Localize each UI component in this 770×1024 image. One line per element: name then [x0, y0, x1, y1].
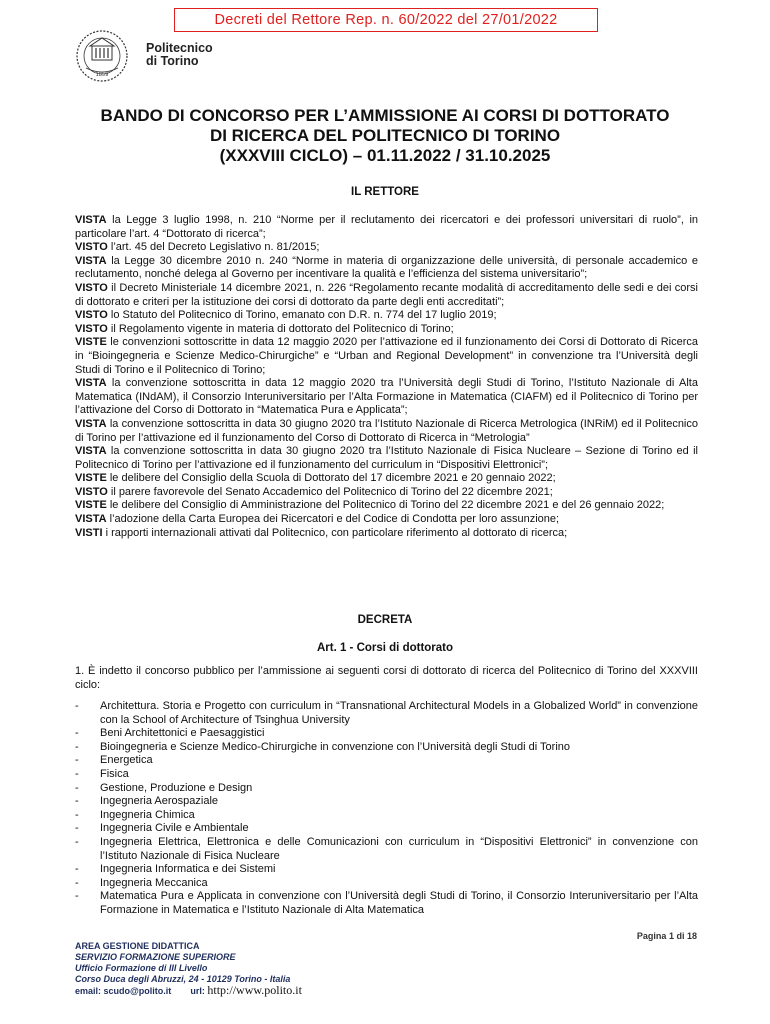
logo-line1: Politecnico	[146, 41, 213, 55]
premise-paragraph	[75, 445, 698, 472]
course-item	[75, 795, 698, 809]
politecnico-seal-icon	[72, 28, 138, 84]
course-item	[75, 809, 698, 823]
protocol-stamp: Decreti del Rettore Rep. n. 60/2022 del 27/01/2022	[174, 8, 598, 32]
premise-text: la Legge 30 dicembre 2010 n. 240 “Norme in materia di organizzazione delle università, di personale accademico e reclutamento, nonché delega al Governo per incentivare la qualità e l’efficienza del sistema universitario”;	[75, 254, 698, 281]
course-item	[75, 741, 698, 755]
politecnico-logo	[72, 28, 232, 84]
course-name: Gestione, Produzione e Design	[100, 781, 253, 794]
bullet-dash-icon: -	[75, 890, 79, 903]
premise-text: il Regolamento vigente in materia di dottorato del Politecnico di Torino;	[107, 322, 454, 335]
course-item	[75, 768, 698, 782]
premise-paragraph	[75, 418, 698, 445]
premise-paragraph	[75, 377, 698, 418]
il-rettore-heading: IL RETTORE	[351, 186, 419, 198]
bullet-dash-icon: -	[75, 740, 79, 753]
bullet-dash-icon: -	[75, 795, 79, 808]
page-current: 1	[668, 931, 674, 941]
footer-email-link[interactable]: scudo@polito.it	[103, 986, 172, 996]
decreta-heading: DECRETA	[357, 614, 413, 626]
title-line3: (XXXVIII CICLO) – 01.11.2022 / 31.10.2025	[219, 146, 551, 165]
footer-servizio: SERVIZIO FORMAZIONE SUPERIORE	[75, 952, 236, 962]
premise-keyword: VISTA	[75, 445, 107, 458]
premise-keyword: VISTO	[75, 322, 108, 335]
logo-line2: di Torino	[146, 54, 199, 68]
title-line1: BANDO DI CONCORSO PER L’AMMISSIONE AI CORSI DI DOTTORATO	[100, 106, 670, 125]
bullet-dash-icon: -	[75, 863, 79, 876]
premise-text: l’art. 45 del Decreto Legislativo n. 81/2015;	[107, 241, 320, 254]
premise-keyword: VISTE	[75, 336, 107, 349]
premise-keyword: VISTA	[75, 377, 107, 390]
bullet-dash-icon: -	[75, 727, 79, 740]
bullet-dash-icon: -	[75, 754, 79, 767]
footer-url-link[interactable]: http://www.polito.it	[207, 983, 302, 997]
footer-contacts	[75, 985, 302, 997]
premise-text: la convenzione sottoscritta in data 12 maggio 2020 tra l’Università degli Studi di Torino, l’Istituto Nazionale di Alta Matematica (INdAM), il Consorzio Interuniversitario per l’Alta Formazione in Matematica (CIAFM) ed il Politecnico di Torino per l’attivazione del Corso di Dottorato in “Matematica Pura e Applicata”;	[75, 377, 698, 417]
premise-keyword: VISTO	[75, 241, 108, 254]
premise-text: le convenzioni sottoscritte in data 12 maggio 2020 per l’attivazione ed il funzionamento dei Corsi di Dottorato di Ricerca in “Bioingegneria e Scienze Medico-Chirurgiche” e “Urban and Regional Development” in convenzione tra l’Università degli Studi di Torino e il Politecnico di Torino;	[75, 336, 698, 376]
premise-text: le delibere del Consiglio di Amministrazione del Politecnico di Torino del 22 dicembre 2021 e del 26 gennaio 2022;	[106, 499, 665, 512]
premise-keyword: VISTO	[75, 309, 108, 322]
premise-text: il parere favorevole del Senato Accademico del Politecnico di Torino del 22 dicembre 2021;	[107, 485, 553, 498]
premise-paragraph	[75, 323, 698, 337]
page-number	[637, 931, 697, 941]
course-name: Ingegneria Civile e Ambientale	[100, 822, 249, 835]
course-item	[75, 890, 698, 917]
premise-keyword: VISTA	[75, 214, 107, 226]
premise-keyword: VISTA	[75, 254, 107, 267]
course-name: Fisica	[100, 767, 129, 780]
logo-year: 1859	[95, 72, 109, 78]
course-name: Architettura. Storia e Progetto con curriculum in “Transnational Architectural Models in a Globalized World” in convenzione con la School of Architecture of Tsinghua University	[100, 700, 698, 726]
page-total: 18	[686, 931, 697, 941]
bullet-dash-icon: -	[75, 876, 79, 889]
premise-paragraph	[75, 214, 698, 241]
footer-address: Corso Duca degli Abruzzi, 24 - 10129 Torino - Italia	[75, 974, 291, 984]
page-label: Pagina	[636, 931, 667, 941]
premise-text: i rapporti internazionali attivati dal Politecnico, con particolare riferimento al dottorato di ricerca;	[102, 526, 568, 539]
premise-keyword: VISTA	[75, 513, 107, 526]
bullet-dash-icon: -	[75, 700, 79, 712]
article-1-paragraph: 1. È indetto il concorso pubblico per l’ammissione ai seguenti corsi di dottorato di ricerca del Politecnico di Torino del XXXVIII ciclo:	[75, 665, 698, 691]
course-item	[75, 700, 698, 727]
premise-paragraph	[75, 282, 698, 309]
premises-section	[75, 214, 698, 540]
premise-keyword: VISTO	[75, 281, 108, 294]
course-name: Ingegneria Chimica	[100, 808, 195, 821]
premise-paragraph	[75, 527, 698, 541]
footer-url-label: url:	[190, 986, 205, 996]
premise-paragraph	[75, 499, 698, 513]
premise-paragraph	[75, 513, 698, 527]
footer	[75, 941, 302, 997]
premise-text: il Decreto Ministeriale 14 dicembre 2021, n. 226 “Regolamento recante modalità di accreditamento delle sedi e dei corsi di dottorato e criteri per la istituzione dei corsi di dottorato da parte degli enti accreditati”;	[75, 281, 698, 308]
course-list	[75, 700, 698, 918]
course-name: Ingegneria Informatica e dei Sistemi	[100, 863, 276, 876]
bullet-dash-icon: -	[75, 767, 79, 780]
course-name: Matematica Pura e Applicata in convenzione con l’Università degli Studi di Torino, il Consorzio Interuniversitario per l’Alta Formazione in Matematica e l’Istituto Nazionale di Alta Matematica	[100, 890, 698, 916]
logo-wordmark	[146, 42, 213, 68]
premise-keyword: VISTI	[75, 526, 103, 539]
premise-keyword: VISTE	[75, 499, 107, 512]
bullet-dash-icon: -	[75, 808, 79, 821]
course-name: Energetica	[100, 754, 153, 767]
course-name: Ingegneria Elettrica, Elettronica e delle Comunicazioni con curriculum in “Dispositivi Elettronici” in convenzione con l’Istituto Nazionale di Fisica Nucleare	[100, 835, 698, 862]
premise-paragraph	[75, 255, 698, 282]
premise-paragraph	[75, 472, 698, 486]
premise-text: l’adozione della Carta Europea dei Ricercatori e del Codice di Condotta per loro assunzione;	[106, 513, 560, 526]
premise-keyword: VISTO	[75, 485, 108, 498]
premise-text: la Legge 3 luglio 1998, n. 210 “Norme per il reclutamento dei ricercatori e dei professori universitari di ruolo”, in particolare l’art. 4 “Dottorato di ricerca”;	[75, 214, 698, 240]
bullet-dash-icon: -	[75, 781, 79, 794]
premise-paragraph	[75, 336, 698, 377]
course-item	[75, 754, 698, 768]
premise-paragraph	[75, 241, 698, 255]
page-sep: di	[676, 931, 685, 941]
footer-email-label: email:	[75, 986, 102, 996]
course-name: Ingegneria Meccanica	[100, 876, 208, 889]
premise-text: la convenzione sottoscritta in data 30 giugno 2020 tra l’Istituto Nazionale di Ricerca Metrologica (INRiM) ed il Politecnico di Torino per l’attivazione ed il funzionamento del Corso di Dottorato di Ricerca in “Metrologia”	[75, 417, 698, 444]
course-item	[75, 877, 698, 891]
bullet-dash-icon: -	[75, 822, 79, 835]
course-name: Bioingegneria e Scienze Medico-Chirurgiche in convenzione con l’Università degli Studi di Torino	[100, 740, 571, 753]
premise-paragraph	[75, 309, 698, 323]
footer-area: AREA GESTIONE DIDATTICA	[75, 941, 200, 951]
premise-keyword: VISTA	[75, 417, 107, 430]
course-item	[75, 727, 698, 741]
course-item	[75, 863, 698, 877]
footer-ufficio: Ufficio Formazione di III Livello	[75, 963, 208, 973]
document-title	[60, 106, 710, 166]
bullet-dash-icon: -	[75, 835, 79, 848]
premise-text: lo Statuto del Politecnico di Torino, emanato con D.R. n. 774 del 17 luglio 2019;	[107, 309, 497, 322]
course-name: Beni Architettonici e Paesaggistici	[100, 727, 265, 740]
premise-text: la convenzione sottoscritta in data 30 giugno 2020 tra l’Istituto Nazionale di Fisica Nucleare – Sezione di Torino ed il Politecnico di Torino per l’attivazione ed il funzionamento del curriculum in “Dispositivi Elettronici”;	[75, 445, 698, 471]
course-item	[75, 782, 698, 796]
course-item	[75, 836, 698, 863]
premise-paragraph	[75, 486, 698, 500]
course-item	[75, 822, 698, 836]
premise-keyword: VISTE	[75, 472, 107, 485]
premise-text: le delibere del Consiglio della Scuola di Dottorato del 17 dicembre 2021 e 20 gennaio 2022;	[106, 472, 556, 485]
course-name: Ingegneria Aerospaziale	[100, 795, 219, 808]
article-1-heading: Art. 1 - Corsi di dottorato	[316, 642, 454, 654]
title-line2: DI RICERCA DEL POLITECNICO DI TORINO	[209, 126, 561, 145]
